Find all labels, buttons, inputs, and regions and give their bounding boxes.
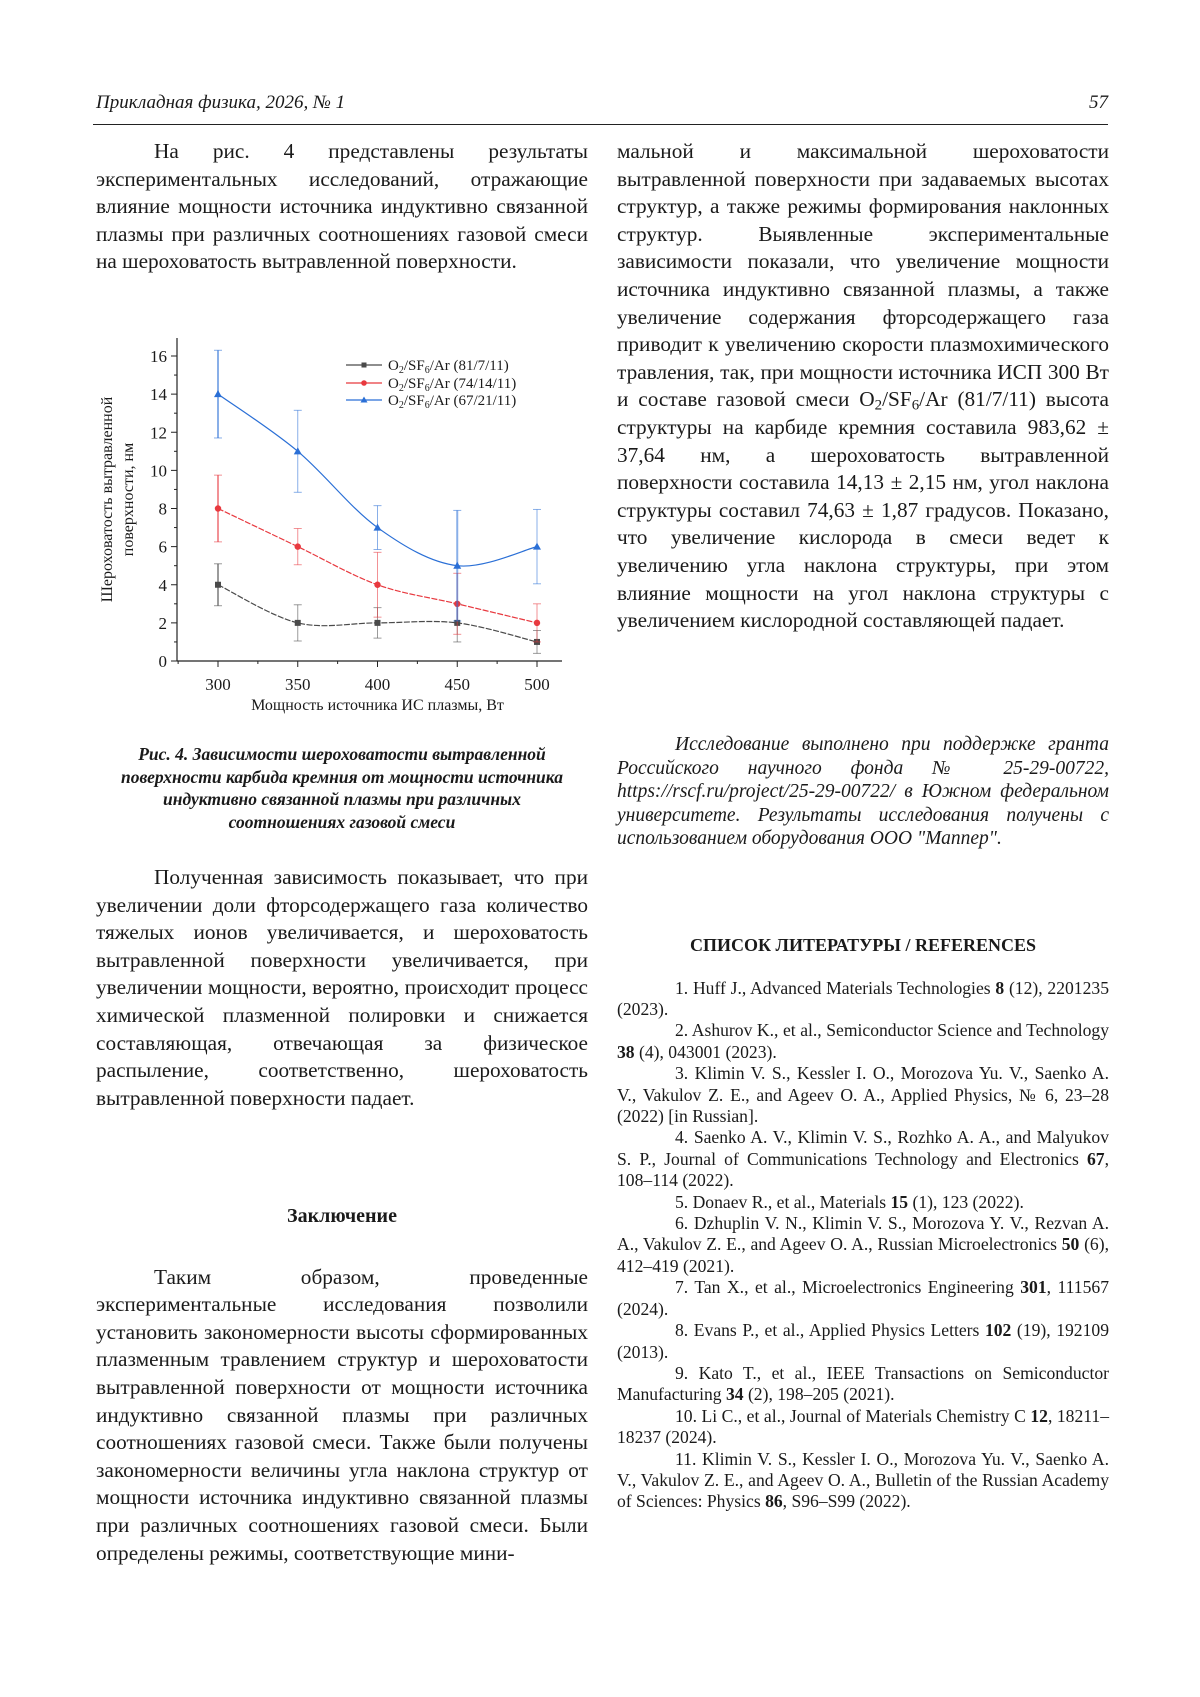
discussion-block: [96, 864, 588, 1112]
circle-marker: [534, 620, 540, 626]
legend-item: [346, 393, 516, 411]
y-tick-label: 2: [158, 613, 167, 633]
intro-paragraph: На рис. 4 представлены результаты экспериментальных исследований, отражающие влияние мощности источника индуктивно связанной плазмы при различных соотношениях газовой смеси на шероховатость вытравленной поверхности.: [96, 139, 588, 274]
figure-caption: Рис. 4. Зависимости шероховатости вытравленной поверхности карбида кремния от мощности источника индуктивно связанной плазмы при различных соотношениях газовой смеси: [121, 744, 563, 832]
conclusion-block: [96, 1203, 588, 1567]
reference-item: 11. Klimin V. S., Kessler I. O., Morozova Yu. V., Saenko A. V., Vakulov Z. E., and Ageev O. A., Bulletin of the Russian Academy of Sciences: Physics 86, S96–S99 (2022).: [617, 1448, 1109, 1512]
y-tick-label: 10: [150, 461, 167, 481]
continuation-text-c: /Ar (81/7/11) высота структуры на карбиде кремния составила 983,62 ± 37,64 нм, а шероховатость вытравленной поверхности составила 14,13 ± 2,15 нм, угол наклона структуры составил 74,63 ± 1,87 градусов. Показано, что увеличение кислорода в смеси ведет к увеличению угла наклона структуры, при этом влияние мощности на угол наклона структуры с увеличением кислородной составляющей падает.: [617, 387, 1110, 633]
figure-4-chart: [96, 320, 596, 720]
legend-label: $O_2/SF_6/Ar$ (74/14/11): [388, 376, 517, 394]
reference-item: 2. Ashurov K., et al., Semiconductor Science and Technology 38 (4), 043001 (2023).: [617, 1020, 1109, 1062]
x-axis-label: Мощность источника ИС плазмы, Вт: [251, 697, 504, 714]
y-axis-label: Шероховатость вытравленной поверхности, нм: [99, 396, 137, 603]
journal-header: Прикладная физика, 2026, № 1: [96, 92, 346, 113]
subscript-6: 6: [911, 398, 920, 415]
figure-caption-block: [96, 743, 588, 833]
left-column: [96, 138, 588, 276]
square-marker: [295, 620, 301, 626]
references-list: [617, 978, 1109, 1513]
continuation-paragraph: [617, 138, 1109, 635]
x-tick-label: 450: [444, 675, 470, 694]
y-tick-label: 4: [158, 575, 167, 595]
reference-item: 3. Klimin V. S., Kessler I. O., Morozova Yu. V., Saenko A. V., Vakulov Z. E., and Ageev O. A., Applied Physics, № 6, 23–28 (2022) [in Russian].: [617, 1063, 1109, 1127]
legend-item: [346, 358, 509, 376]
conclusion-paragraph: Таким образом, проведенные экспериментальные исследования позволили установить закономерности высоты сформированных плазменным травлением структур и шероховатости вытравленной поверхности от мощности источника индуктивно связанной плазмы при различных соотношениях газовой смеси. Также были получены закономерности величины угла наклона структур от мощности источника индуктивно связанной плазмы при различных соотношениях газовой смеси. Были определены режимы, соответствующие мини-: [96, 1264, 588, 1565]
reference-item: 10. Li C., et al., Journal of Materials Chemistry C 12, 18211–18237 (2024).: [617, 1405, 1109, 1448]
reference-item: 9. Kato T., et al., IEEE Transactions on Semiconductor Manufacturing 34 (2), 198–205 (2021).: [617, 1362, 1109, 1405]
circle-marker: [374, 582, 380, 588]
circle-marker: [215, 505, 221, 511]
triangle-marker: [533, 543, 541, 550]
y-tick-label: 16: [150, 347, 167, 366]
subscript-2: 2: [874, 398, 883, 415]
reference-item: 1. Huff J., Advanced Materials Technologies 8 (12), 2201235 (2023).: [617, 977, 1109, 1019]
triangle-marker: [374, 524, 382, 531]
discussion-paragraph: Полученная зависимость показывает, что при увеличении доли фторсодержащего газа количество тяжелых ионов увеличивается, и шероховатость вытравленной поверхности увеличивается, при увеличении мощности, вероятно, происходит процесс химической плазменной полировки и снижается составляющая, отвечающая за физическое распыление, соответственно, шероховатость вытравленной поверхности падает.: [96, 865, 588, 1110]
roughness-vs-power-plot: [96, 320, 596, 720]
y-tick-label: 8: [158, 499, 167, 519]
right-column: [617, 138, 1109, 635]
acknowledgement-block: [617, 733, 1109, 851]
reference-item: 7. Tan X., et al., Microelectronics Engineering 301, 111567 (2024).: [617, 1277, 1109, 1319]
reference-item: 4. Saenko A. V., Klimin V. S., Rozhko A. A., and Malyukov S. P., Journal of Communications Technology and Electronics 67, 108–114 (2022).: [617, 1127, 1109, 1191]
square-marker: [375, 620, 381, 626]
y-tick-label: 14: [150, 385, 167, 405]
y-tick-label: 0: [158, 652, 167, 671]
y-tick-label: 12: [150, 423, 167, 443]
square-marker: [215, 582, 221, 588]
x-tick-label: 500: [524, 675, 550, 694]
legend-label: $O_2/SF_6/Ar$ (81/7/11): [388, 358, 509, 376]
page-number: 57: [1089, 92, 1108, 113]
conclusion-title: Заключение: [287, 1205, 397, 1227]
x-tick-label: 300: [205, 675, 231, 694]
series-2: [214, 475, 541, 642]
continuation-text-b: /SF: [882, 387, 912, 412]
x-tick-label: 400: [364, 675, 391, 694]
triangle-marker: [214, 390, 222, 397]
reference-item: 5. Donaev R., et al., Materials 15 (1), 123 (2022).: [675, 1191, 1024, 1212]
acknowledgement: Исследование выполнено при поддержке гранта Российского научного фонда № 25-29-00722, https://rscf.ru/project/25-29-00722/ в Южном федеральном университете. Результаты исследования получены с использованием оборудования ООО "Маппер".: [617, 734, 1109, 850]
x-tick-label: 350: [285, 675, 311, 694]
reference-item: 6. Dzhuplin V. N., Klimin V. S., Morozova Y. V., Rezvan A. A., Vakulov Z. E., and Ageev O. A., Russian Microelectronics 50 (6), 412–419 (2021).: [617, 1213, 1109, 1276]
circle-marker: [295, 543, 301, 549]
y-tick-label: 6: [158, 537, 167, 557]
reference-item: 8. Evans P., et al., Applied Physics Letters 102 (19), 192109 (2013).: [617, 1320, 1109, 1362]
references-title: СПИСОК ЛИТЕРАТУРЫ / REFERENCES: [690, 935, 1036, 955]
legend-item: [346, 376, 516, 394]
legend-label: $O_2/SF_6/Ar$ (67/21/11): [388, 393, 517, 411]
references-block: [617, 932, 1109, 1513]
continuation-text-a: мальной и максимальной шероховатости вытравленной поверхности при задаваемых высотах структур, а также режимы формирования наклонных структур. Выявленные экспериментальные зависимости показали, что увеличение мощности источника индуктивно связанной плазмы, а также увеличение содержания фторсодержащего газа приводит к увеличению скорости плазмохимического травления, так, при мощности источника ИСП 300 Вт и составе газовой смеси O: [617, 139, 1109, 412]
header-divider: [93, 124, 1108, 125]
